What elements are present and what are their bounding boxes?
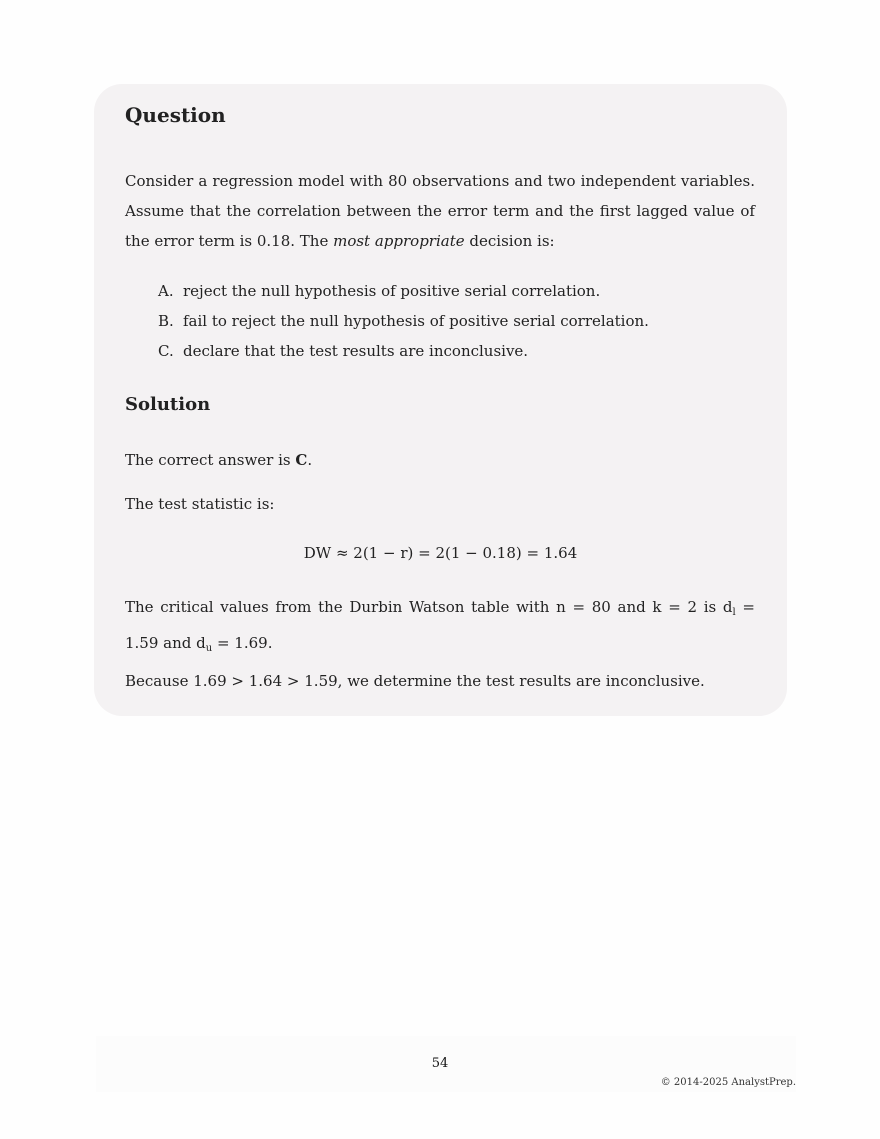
dw-formula: DW ≈ 2(1 − r) = 2(1 − 0.18) = 1.64	[303, 544, 578, 562]
option-a: A. reject the null hypothesis of positive serial correlation.	[158, 282, 601, 300]
option-b: B. fail to reject the null hypothesis of positive serial correlation.	[158, 312, 649, 330]
solution-heading: Solution	[125, 394, 211, 415]
page-number: 54	[431, 1056, 449, 1071]
correct-letter: C	[295, 451, 308, 469]
question-text: Consider a regression model with 80 observations and two independent variables. Assume that the correlation between the error term and the first lagged value of the error term is 0.18. The most appropriate decision is:	[125, 172, 755, 250]
question-heading: Question	[125, 103, 226, 127]
conclusion-text: Because 1.69 > 1.64 > 1.59, we determine the test results are inconclusive.	[125, 672, 705, 690]
emphasis-text: most appropriate	[333, 232, 465, 250]
critical-values-text: The critical values from the Durbin Watson table with n = 80 and k = 2 is $d_l = 1.59$ and $d_u = 1.69$.	[125, 598, 755, 654]
correct-answer: The correct answer is C.	[125, 451, 313, 469]
copyright-notice: © 2014-2025 AnalystPrep.	[660, 1077, 796, 1088]
test-statistic-intro: The test statistic is:	[125, 495, 275, 513]
answer-options	[158, 276, 649, 366]
question-card	[94, 84, 787, 716]
option-c: C. declare that the test results are inconclusive.	[158, 342, 529, 360]
